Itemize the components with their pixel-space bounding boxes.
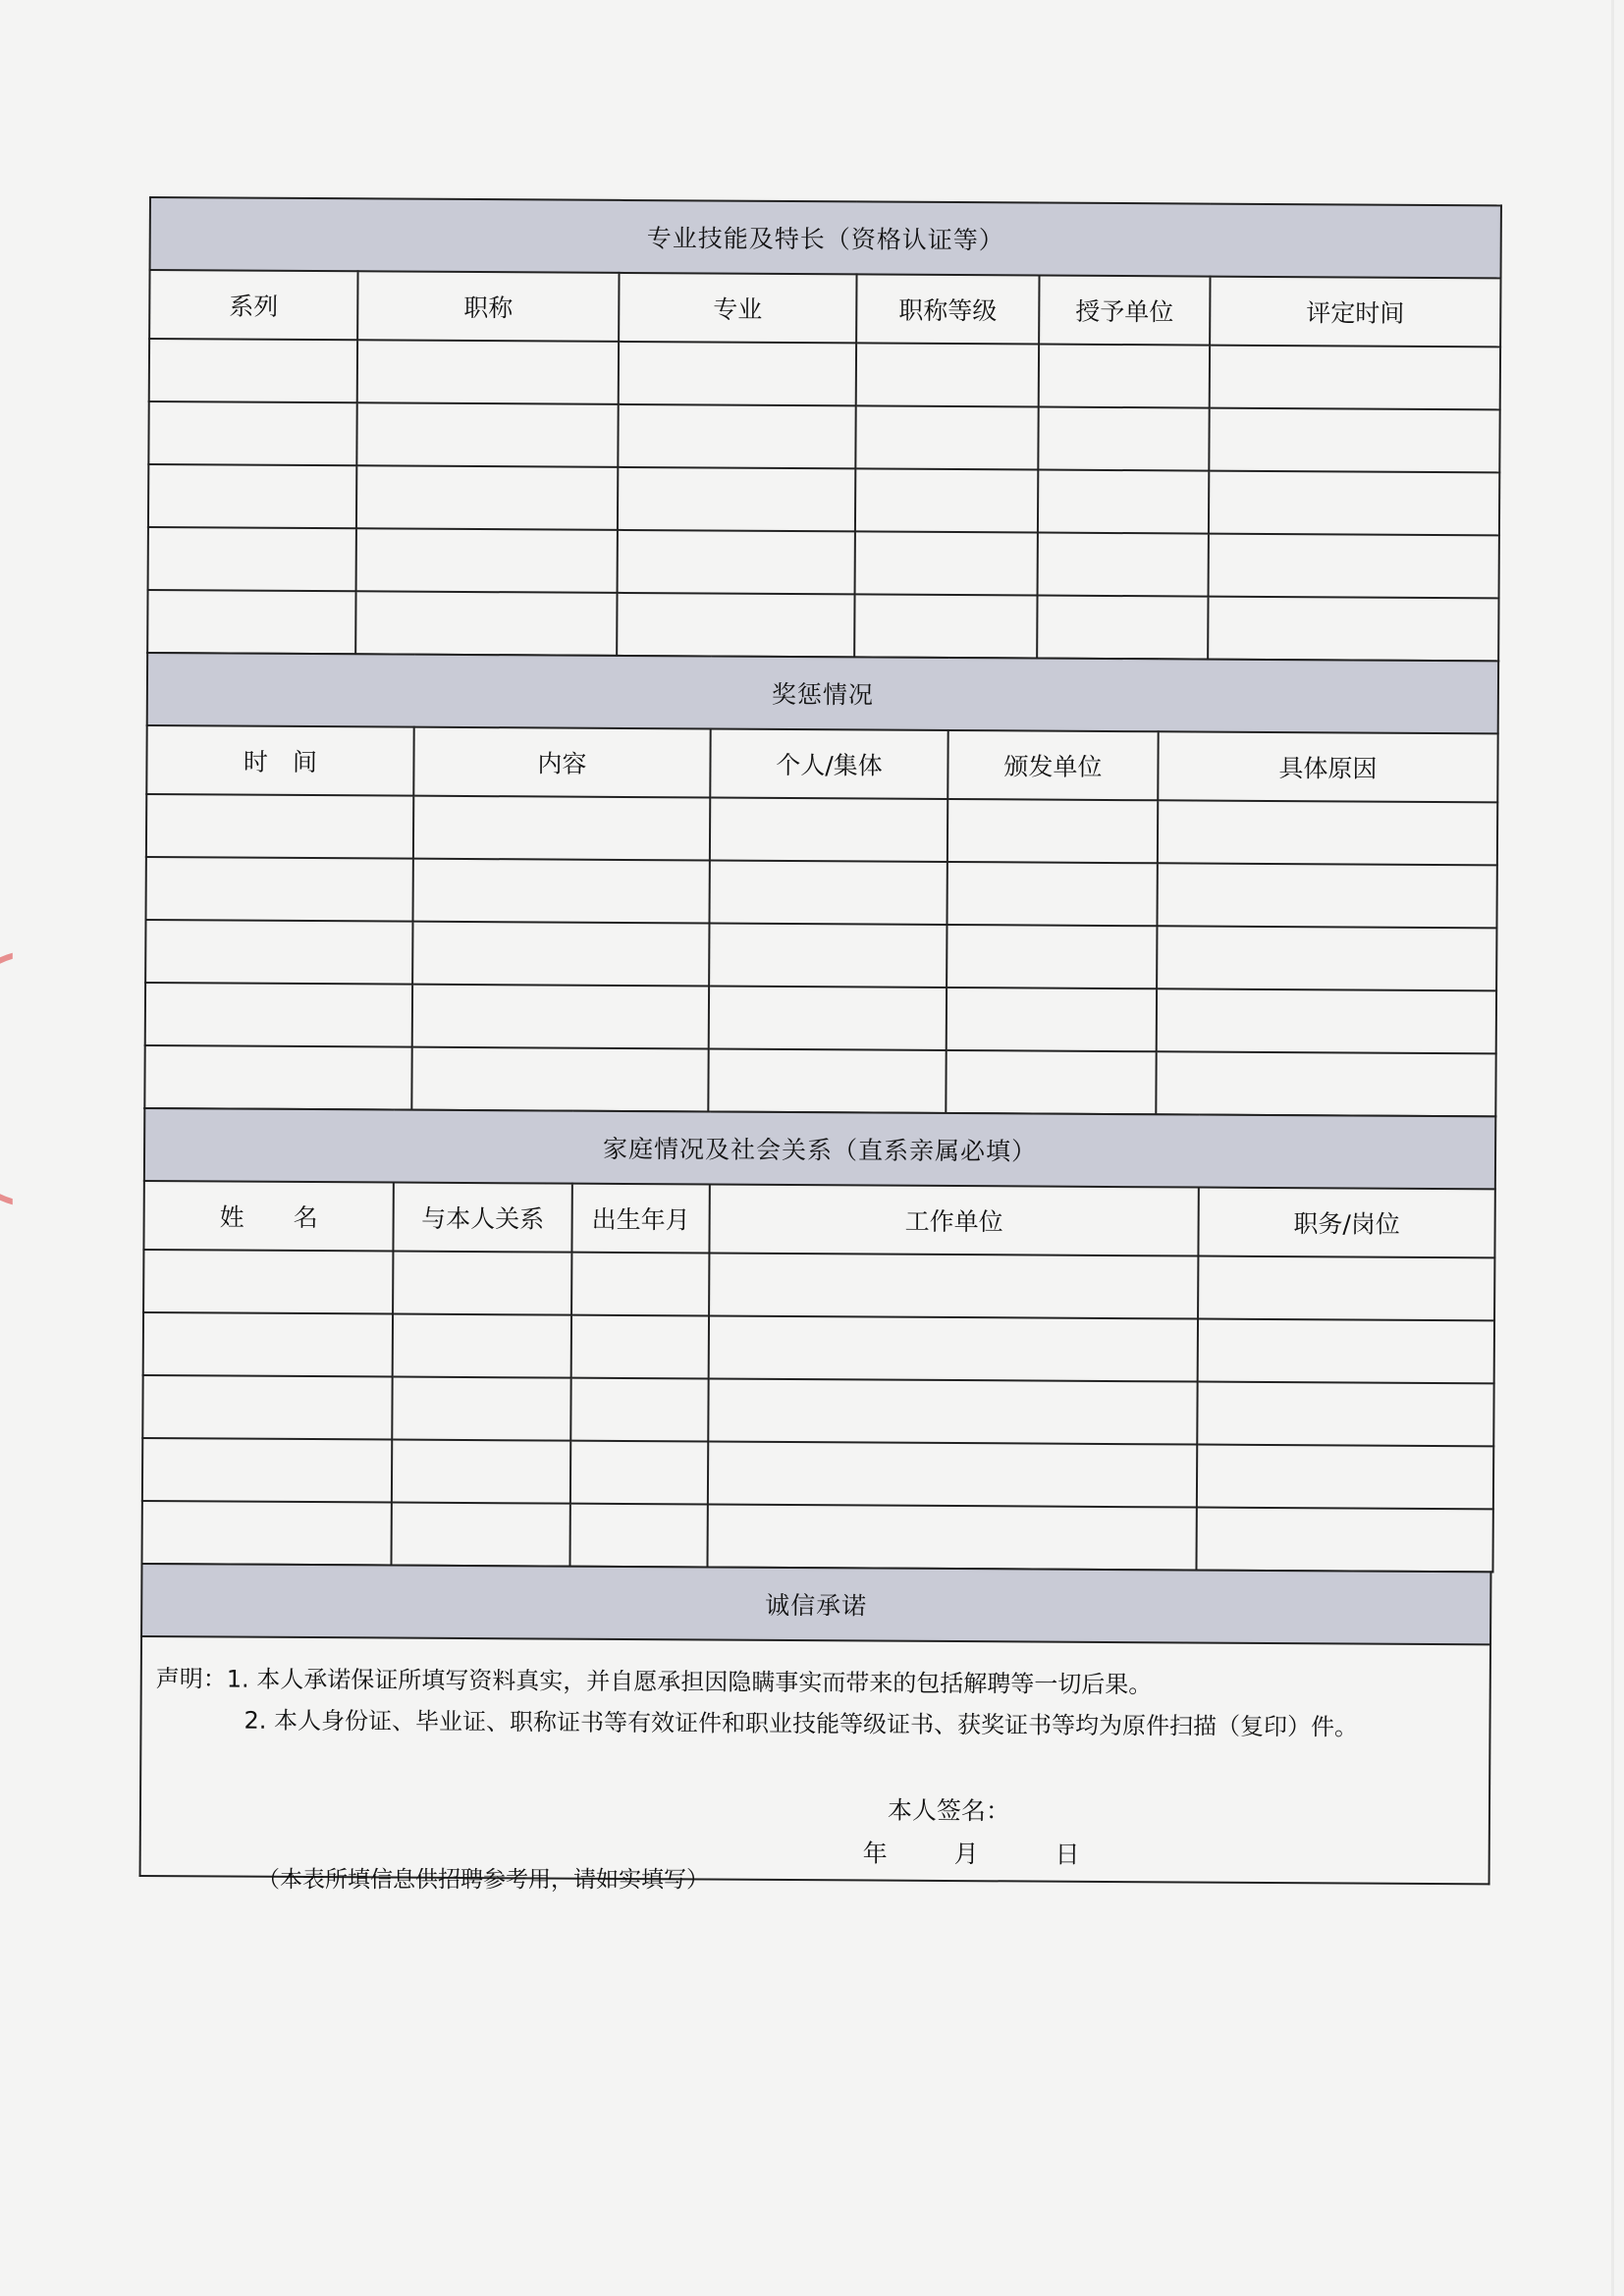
entry-cell[interactable]	[1157, 863, 1496, 928]
declaration-line-2: 2. 本人身份证、毕业证、职称证书等有效证件和职业技能等级证书、获奖证书等均为原件扫描（复印）件。	[244, 1706, 1359, 1741]
column-header: 评定时间	[1210, 277, 1500, 347]
entry-cell[interactable]	[1209, 534, 1499, 599]
entry-cell[interactable]	[710, 798, 947, 862]
family-section-title: 家庭情况及社会关系（直系亲属必填）	[144, 1108, 1495, 1189]
entry-cell[interactable]	[1158, 800, 1497, 865]
column-header: 个人/集体	[710, 729, 947, 799]
entry-cell[interactable]	[356, 528, 618, 593]
pledge-section-title: 诚信承诺	[141, 1564, 1490, 1644]
entry-cell[interactable]	[144, 1045, 411, 1110]
entry-cell[interactable]	[1208, 597, 1498, 662]
entry-cell[interactable]	[1209, 471, 1499, 536]
entry-cell[interactable]	[618, 530, 855, 594]
entry-cell[interactable]	[357, 340, 619, 404]
awards-section-title: 奖惩情况	[147, 653, 1498, 733]
entry-cell[interactable]	[148, 527, 356, 591]
skills-table	[146, 196, 1502, 662]
pledge-header-table	[140, 1563, 1491, 1645]
entry-cell[interactable]	[709, 1316, 1198, 1382]
entry-cell[interactable]	[1209, 408, 1499, 473]
entry-cell[interactable]	[1156, 1051, 1495, 1116]
entry-cell[interactable]	[1038, 533, 1209, 597]
column-header: 职称	[357, 271, 619, 342]
entry-cell[interactable]	[617, 593, 854, 657]
table-row	[148, 527, 1499, 598]
entry-cell[interactable]	[355, 591, 617, 656]
entry-cell[interactable]	[708, 1048, 946, 1112]
entry-cell[interactable]	[1038, 470, 1209, 534]
column-header: 系列	[149, 270, 357, 340]
entry-cell[interactable]	[149, 339, 357, 402]
date-day-label: 日	[1055, 1840, 1080, 1869]
entry-cell[interactable]	[1037, 596, 1208, 660]
entry-cell[interactable]	[413, 796, 710, 861]
entry-cell[interactable]	[1157, 926, 1496, 990]
entry-cell[interactable]	[143, 1250, 393, 1314]
red-seal-stamp	[0, 950, 132, 1207]
skills-header-row	[149, 270, 1500, 347]
entry-cell[interactable]	[708, 1442, 1197, 1508]
declaration-line-1: 声明：1. 本人承诺保证所填写资料真实，并自愿承担因隐瞒事实而带来的包括解聘等一切后果。	[155, 1665, 1153, 1699]
column-header: 时 间	[146, 725, 413, 796]
table-row	[145, 920, 1496, 990]
entry-cell[interactable]	[1196, 1508, 1492, 1573]
date-month-label: 月	[953, 1840, 979, 1869]
entry-cell[interactable]	[393, 1314, 571, 1378]
entry-cell[interactable]	[946, 1050, 1156, 1114]
entry-cell[interactable]	[947, 862, 1157, 926]
date-year-label: 年	[862, 1839, 888, 1868]
entry-cell[interactable]	[855, 531, 1038, 595]
entry-cell[interactable]	[1198, 1319, 1494, 1384]
family-table	[140, 1107, 1496, 1573]
entry-cell[interactable]	[947, 988, 1157, 1051]
table-row	[144, 1045, 1495, 1116]
table-row	[141, 1501, 1492, 1572]
signature-date	[863, 1834, 1080, 1870]
entry-cell[interactable]	[618, 404, 855, 468]
column-header: 内容	[413, 727, 710, 798]
entry-cell[interactable]	[856, 343, 1039, 406]
entry-cell[interactable]	[709, 986, 947, 1049]
scan-edge	[1611, 0, 1614, 2296]
table-row	[145, 983, 1496, 1053]
entry-cell[interactable]	[411, 1047, 708, 1112]
column-header: 与本人关系	[393, 1183, 571, 1253]
entry-cell[interactable]	[1038, 407, 1209, 471]
pledge-box	[139, 1637, 1491, 1885]
entry-cell[interactable]	[356, 465, 618, 530]
table-row	[148, 401, 1499, 472]
entry-cell[interactable]	[1197, 1382, 1493, 1447]
entry-cell[interactable]	[1198, 1256, 1494, 1321]
table-row	[142, 1375, 1493, 1446]
entry-cell[interactable]	[145, 857, 412, 922]
entry-cell[interactable]	[141, 1501, 391, 1566]
entry-cell[interactable]	[1157, 988, 1496, 1053]
column-header: 姓 名	[143, 1181, 393, 1252]
entry-cell[interactable]	[147, 590, 355, 654]
application-form	[139, 196, 1500, 1885]
entry-cell[interactable]	[412, 922, 709, 987]
entry-cell[interactable]	[619, 342, 856, 405]
entry-cell[interactable]	[412, 859, 709, 924]
entry-cell[interactable]	[392, 1377, 570, 1441]
entry-cell[interactable]	[391, 1503, 569, 1567]
column-header: 授予单位	[1039, 276, 1210, 346]
column-header: 职务/岗位	[1198, 1188, 1494, 1258]
entry-cell[interactable]	[145, 920, 412, 985]
entry-cell[interactable]	[570, 1378, 708, 1442]
entry-cell[interactable]	[947, 925, 1157, 988]
entry-cell[interactable]	[855, 468, 1038, 532]
awards-header-row	[146, 725, 1497, 802]
entry-cell[interactable]	[855, 405, 1038, 469]
column-header: 具体原因	[1158, 731, 1497, 802]
column-header: 颁发单位	[947, 730, 1158, 800]
entry-cell[interactable]	[569, 1504, 707, 1568]
table-row	[143, 1250, 1494, 1320]
entry-cell[interactable]	[148, 401, 356, 465]
awards-table	[143, 652, 1499, 1117]
entry-cell[interactable]	[571, 1253, 709, 1316]
entry-cell[interactable]	[146, 794, 413, 859]
entry-cell[interactable]	[947, 799, 1158, 863]
entry-cell[interactable]	[356, 402, 618, 467]
entry-cell[interactable]	[142, 1375, 392, 1440]
table-row	[145, 857, 1496, 928]
entry-cell[interactable]	[1197, 1445, 1493, 1510]
table-row	[149, 339, 1500, 409]
entry-cell[interactable]	[142, 1438, 392, 1503]
entry-cell[interactable]	[709, 860, 947, 924]
table-row	[142, 1438, 1493, 1509]
family-header-row	[143, 1181, 1494, 1257]
table-row	[146, 794, 1497, 865]
entry-cell[interactable]	[1210, 346, 1500, 410]
column-header: 工作单位	[709, 1185, 1198, 1256]
signature-label: 本人签名：	[887, 1795, 1011, 1826]
table-row	[147, 590, 1498, 661]
table-row	[143, 1312, 1494, 1383]
entry-cell[interactable]	[708, 1379, 1197, 1445]
column-header: 职称等级	[856, 274, 1039, 344]
entry-cell[interactable]	[392, 1440, 570, 1504]
entry-cell[interactable]	[618, 467, 855, 531]
column-header: 专业	[619, 273, 856, 343]
entry-cell[interactable]	[709, 923, 947, 987]
skills-section-title: 专业技能及特长（资格认证等）	[150, 197, 1501, 278]
column-header: 出生年月	[571, 1184, 709, 1254]
entry-cell[interactable]	[143, 1312, 393, 1377]
entry-cell[interactable]	[709, 1254, 1198, 1319]
entry-cell[interactable]	[571, 1315, 709, 1379]
entry-cell[interactable]	[393, 1252, 571, 1315]
footnote: （本表所填信息供招聘参考用，请如实填写）	[257, 1867, 709, 1893]
entry-cell[interactable]	[1039, 345, 1210, 408]
entry-cell[interactable]	[854, 594, 1037, 658]
entry-cell[interactable]	[145, 983, 412, 1047]
entry-cell[interactable]	[412, 985, 709, 1049]
entry-cell[interactable]	[707, 1504, 1196, 1570]
table-row	[148, 464, 1499, 535]
entry-cell[interactable]	[148, 464, 356, 528]
entry-cell[interactable]	[570, 1441, 708, 1505]
